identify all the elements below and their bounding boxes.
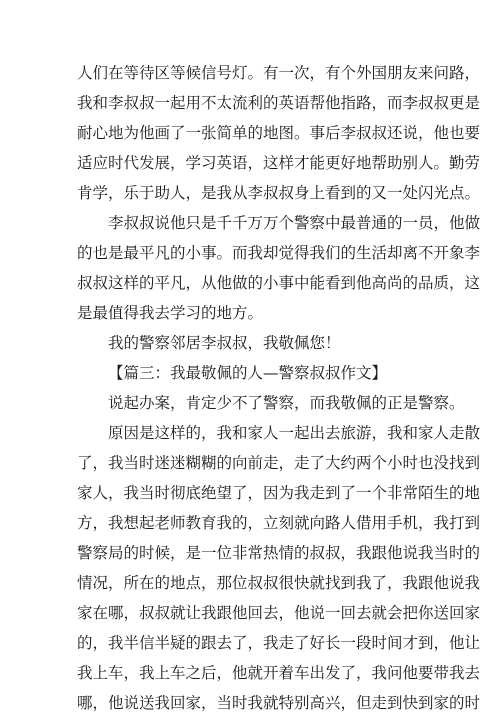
text-line: 原因是这样的，我和家人一起出去旅游，我和家人走散	[108, 424, 481, 442]
text-line: 哪，他说送我回家，当时我就特别高兴，但走到快到家的时	[77, 694, 481, 712]
text-line: 我的警察邻居李叔叔，我敬佩您！	[108, 334, 341, 352]
text-line: 李叔叔说他只是千千万万个警察中最普通的一员，他做	[108, 214, 481, 232]
text-line: 人们在等待区等候信号灯。有一次，有个外国朋友来问路，	[77, 64, 481, 82]
text-line: 情况，所在的地点，那位叔叔很快就找到我了，我跟他说我	[77, 574, 481, 592]
text-line: 说起办案，肯定少不了警察，而我敬佩的正是警察。	[108, 394, 465, 412]
text-line: 的，我半信半疑的跟去了，我走了好长一段时间才到，他让	[77, 634, 481, 652]
text-line: 叔叔这样的平凡，从他做的小事中能看到他高尚的品质，这	[77, 274, 481, 292]
text-line: 的也是最平凡的小事。而我却觉得我们的生活却离不开象李	[77, 244, 481, 262]
text-line: 警察局的时候，是一位非常热情的叔叔，我跟他说我当时的	[77, 544, 481, 562]
text-line: 我上车，我上车之后，他就开着车出发了，我问他要带我去	[77, 664, 481, 682]
text-line: 了，我当时迷迷糊糊的向前走，走了大约两个小时也没找到	[77, 454, 481, 472]
text-line: 家在哪，叔叔就让我跟他回去，他说一回去就会把你送回家	[77, 604, 481, 622]
text-line: 耐心地为他画了一张简单的地图。事后李叔叔还说，他也要	[77, 124, 481, 142]
text-line: 方，我想起老师教育我的，立刻就向路人借用手机，我打到	[77, 514, 481, 532]
text-line: 肯学，乐于助人，是我从李叔叔身上看到的又一处闪光点。	[77, 184, 481, 202]
section-heading: 【篇三：我最敬佩的人—警察叔叔作文】	[108, 364, 388, 382]
text-line: 我和李叔叔一起用不太流利的英语帮他指路，而李叔叔更是	[77, 94, 481, 112]
text-line: 适应时代发展，学习英语，这样才能更好地帮助别人。勤劳	[77, 154, 481, 172]
text-line: 是最值得我去学习的地方。	[77, 304, 264, 322]
text-line: 家人，我当时彻底绝望了，因为我走到了一个非常陌生的地	[77, 484, 481, 502]
